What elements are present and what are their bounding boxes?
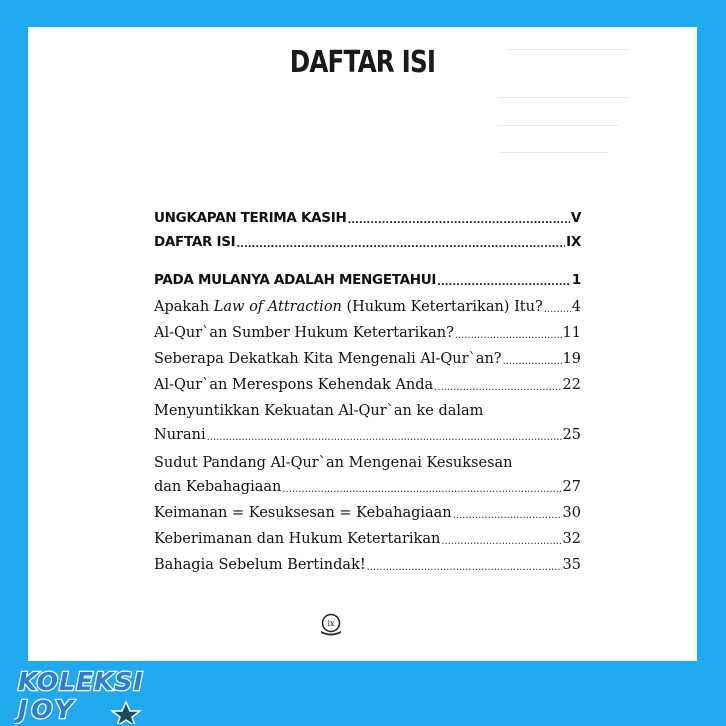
toc-row[interactable] xyxy=(154,236,581,250)
leader-dots xyxy=(367,563,562,573)
show-through-line xyxy=(498,152,608,153)
toc-chapter-row[interactable] xyxy=(154,274,581,288)
toc-row[interactable] xyxy=(154,558,581,573)
toc-page: 32 xyxy=(562,531,581,547)
toc-page: 30 xyxy=(562,505,581,521)
leader-dots xyxy=(282,485,561,495)
leader-dots xyxy=(236,240,565,250)
toc-row[interactable] xyxy=(154,506,581,521)
leader-dots xyxy=(434,383,561,393)
toc-label: dan Kebahagiaan xyxy=(154,479,282,495)
leader-dots xyxy=(441,537,561,547)
toc-page: 35 xyxy=(562,557,581,573)
toc-row[interactable] xyxy=(154,300,581,315)
toc-label: Al-Qur`an Sumber Hukum Ketertarikan? xyxy=(154,325,454,341)
toc-page: 27 xyxy=(562,479,581,495)
toc-label: Apakah Law of Attraction (Hukum Ketertarikan) Itu? xyxy=(154,299,543,315)
toc-row[interactable] xyxy=(154,352,581,367)
toc-row[interactable] xyxy=(154,428,581,443)
toc-label-line: Menyuntikkan Kekuatan Al-Qur`an ke dalam xyxy=(154,403,484,419)
leader-dots xyxy=(544,305,571,315)
leader-dots xyxy=(437,278,571,288)
leader-dots xyxy=(453,511,562,521)
toc-label: UNGKAPAN TERIMA KASIH xyxy=(154,210,347,226)
toc-label-line: Sudut Pandang Al-Qur`an Mengenai Kesuksesan xyxy=(154,455,513,471)
book-page xyxy=(28,27,697,661)
toc-page: 4 xyxy=(571,299,581,315)
toc-row[interactable] xyxy=(154,212,581,226)
toc-label: Keberimanan dan Hukum Ketertarikan xyxy=(154,531,441,547)
leader-dots xyxy=(207,433,562,443)
toc-page: 25 xyxy=(562,427,581,443)
toc-label: Nurani xyxy=(154,427,206,443)
logo-line-2: JOY xyxy=(18,695,77,724)
page-number-badge xyxy=(318,611,344,637)
toc-label: PADA MULANYA ADALAH MENGETAHUI xyxy=(154,272,437,288)
show-through-line xyxy=(498,125,618,126)
toc-page: 11 xyxy=(562,325,581,341)
toc-label: Bahagia Sebelum Bertindak! xyxy=(154,557,366,573)
toc-page: 1 xyxy=(571,272,581,288)
toc-row[interactable] xyxy=(154,326,581,341)
logo-line-1: KOLEKSI xyxy=(18,667,144,696)
toc-label: Seberapa Dekatkah Kita Mengenali Al-Qur`an? xyxy=(154,351,502,367)
show-through-line xyxy=(498,97,628,98)
toc-page: 22 xyxy=(562,377,581,393)
toc-label: Al-Qur`an Merespons Kehendak Anda xyxy=(154,377,434,393)
toc-row[interactable] xyxy=(154,480,581,495)
leader-dots xyxy=(503,357,562,367)
toc-page: 19 xyxy=(562,351,581,367)
toc-row[interactable] xyxy=(154,378,581,393)
leader-dots xyxy=(347,216,569,226)
toc-label: DAFTAR ISI xyxy=(154,234,236,250)
toc-page: V xyxy=(570,210,581,226)
star-icon xyxy=(112,702,140,724)
toc-row[interactable] xyxy=(154,532,581,547)
toc-label: Keimanan = Kesuksesan = Kebahagiaan xyxy=(154,505,452,521)
page-title: DAFTAR ISI xyxy=(289,45,436,80)
page-number: ix xyxy=(327,619,335,628)
leader-dots xyxy=(455,331,562,341)
koleksi-joy-logo xyxy=(14,664,194,724)
toc-page: IX xyxy=(566,234,581,250)
